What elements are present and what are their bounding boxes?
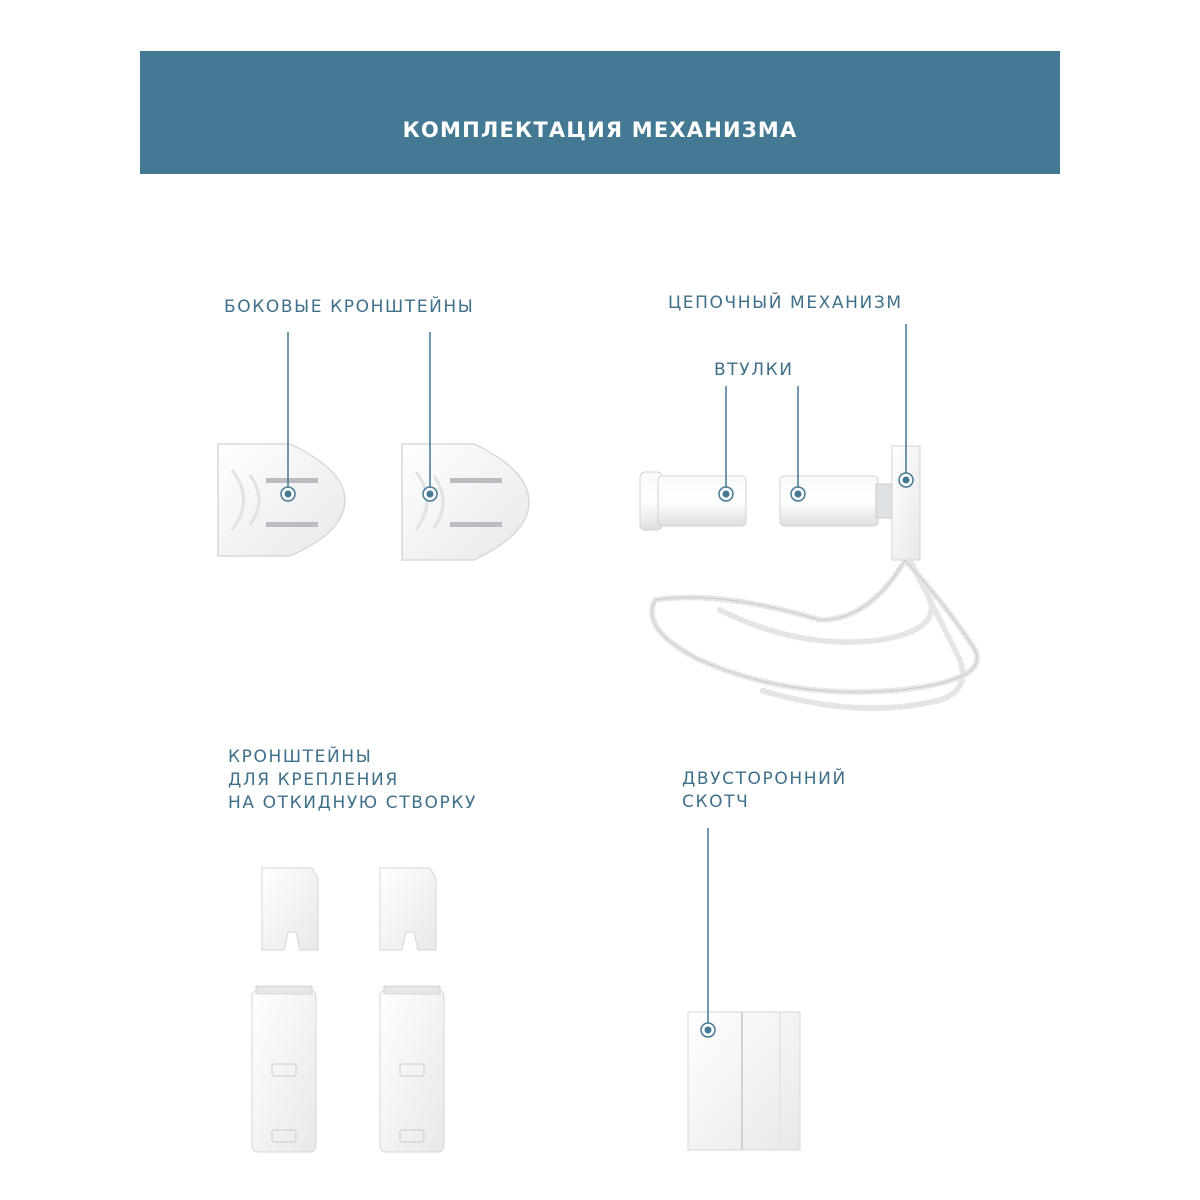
label-chain-mechanism: ЦЕПОЧНЫЙ МЕХАНИЗМ [668, 293, 903, 313]
bushing-left [640, 472, 746, 530]
label-tilt-brackets-line-3: НА ОТКИДНУЮ СТВОРКУ [228, 793, 477, 813]
label-bushings: ВТУЛКИ [714, 360, 794, 380]
tilt-bracket-cap-left [262, 868, 318, 950]
label-tilt-brackets-line-1: КРОНШТЕЙНЫ [228, 747, 373, 767]
label-tape-line-2: СКОТЧ [682, 792, 750, 812]
tilt-bracket-clip-left [252, 986, 316, 1152]
chain-mechanism-part [780, 446, 920, 560]
label-tilt-brackets-line-2: ДЛЯ КРЕПЛЕНИЯ [228, 770, 399, 790]
tilt-bracket-clip-right [380, 986, 444, 1152]
bead-chain-outline [652, 560, 977, 692]
label-tape-line-1: ДВУСТОРОННИЙ [682, 769, 847, 789]
tilt-bracket-cap-right [380, 868, 436, 950]
label-side-brackets: БОКОВЫЕ КРОНШТЕЙНЫ [224, 297, 475, 317]
side-bracket-left [218, 444, 345, 556]
side-bracket-right [402, 444, 529, 560]
page-title: КОМПЛЕКТАЦИЯ МЕХАНИЗМА [402, 118, 798, 142]
